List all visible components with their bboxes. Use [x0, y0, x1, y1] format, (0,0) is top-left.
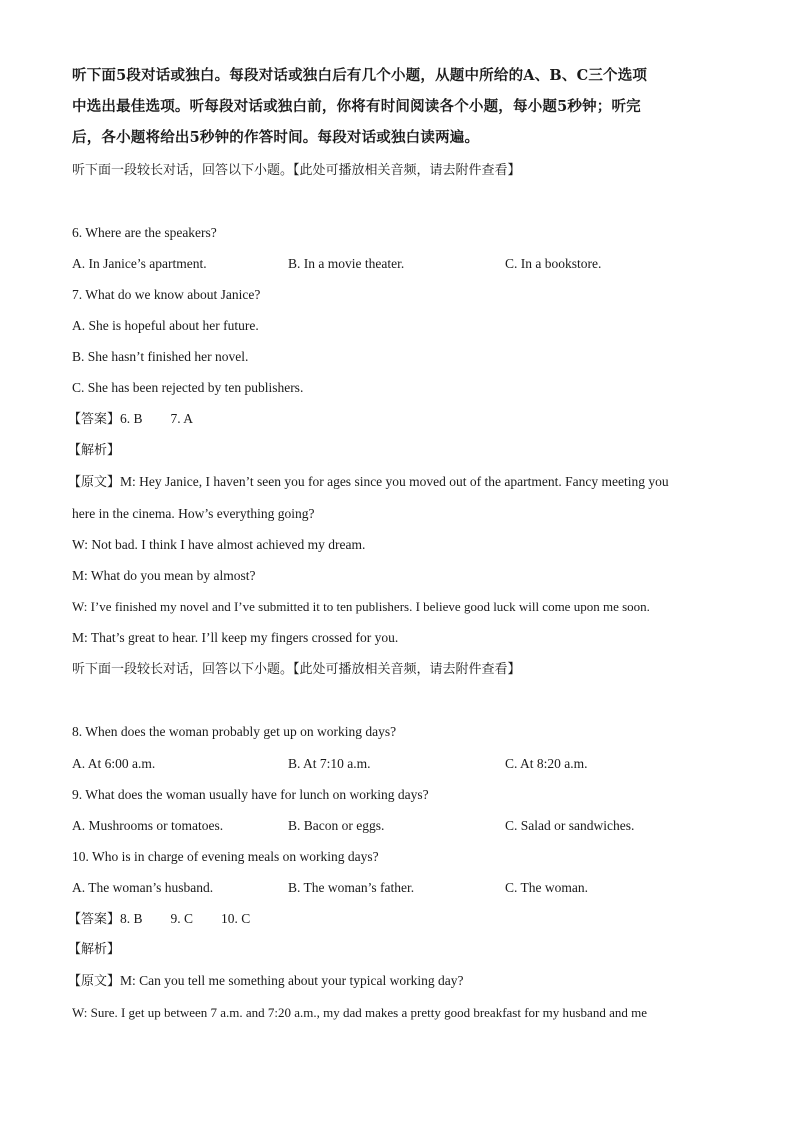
q6-option-b: B. In a movie theater.: [288, 256, 405, 271]
instructions-line-2: 中选出最佳选项。听每段对话或独白前，你将有时间阅读各个小题，每小题5秒钟；听完: [72, 98, 641, 115]
section1-prompt: 听下面一段较长对话，回答以下小题。【此处可播放相关音频，请去附件查看】: [72, 163, 521, 178]
instructions-line-3: 后，各小题将给出5秒钟的作答时间。每段对话或独白读两遍。: [72, 129, 480, 146]
q8-option-c: C. At 8:20 a.m.: [505, 756, 588, 771]
section1-answer: [68, 411, 193, 428]
q7-option-a: A. She is hopeful about her future.: [72, 318, 259, 333]
answer-q7: 7. A: [170, 411, 194, 426]
section1-transcript-line-6: M: That’s great to hear. I’ll keep my fingers crossed for you.: [72, 630, 399, 645]
section1-transcript-line-1: [68, 474, 669, 491]
q7-question: 7. What do we know about Janice?: [72, 287, 261, 302]
answer-q10: 10. C: [221, 911, 251, 926]
answer-tag: 【答案】: [68, 412, 121, 427]
answer-q9: 9. C: [170, 911, 194, 926]
q8-question: 8. When does the woman probably get up on working days?: [72, 724, 397, 739]
q10-question: 10. Who is in charge of evening meals on working days?: [72, 849, 379, 864]
q10-option-a: A. The woman’s husband.: [72, 880, 214, 895]
section2-answer: [68, 911, 250, 928]
q10-option-b: B. The woman’s father.: [288, 880, 415, 895]
q6-option-c: C. In a bookstore.: [505, 256, 602, 271]
original-tag: 【原文】: [68, 475, 121, 490]
section2-transcript-line-1: [68, 973, 463, 990]
section1-transcript-line-2: here in the cinema. How’s everything going?: [72, 506, 315, 521]
original-tag: 【原文】: [68, 974, 121, 989]
section1-transcript-line-4: M: What do you mean by almost?: [72, 568, 256, 583]
q9-option-b: B. Bacon or eggs.: [288, 818, 385, 833]
transcript-text: M: Hey Janice, I haven’t seen you for ages since you moved out of the apartment. Fancy meeting you: [120, 474, 669, 489]
q10-option-c: C. The woman.: [505, 880, 588, 895]
q8-option-a: A. At 6:00 a.m.: [72, 756, 156, 771]
section2-transcript-line-2: W: Sure. I get up between 7 a.m. and 7:20 a.m., my dad makes a pretty good breakfast for my husband and me: [72, 1005, 647, 1020]
answer-q6: 6. B: [120, 411, 143, 426]
section1-analysis-tag: 【解析】: [68, 443, 121, 458]
section2-prompt: 听下面一段较长对话，回答以下小题。【此处可播放相关音频，请去附件查看】: [72, 662, 521, 677]
section2-analysis-tag: 【解析】: [68, 942, 121, 957]
section1-transcript-line-5: W: I’ve finished my novel and I’ve submitted it to ten publishers. I believe good luck will come upon me soon.: [72, 599, 650, 614]
q9-option-a: A. Mushrooms or tomatoes.: [72, 818, 224, 833]
answer-tag: 【答案】: [68, 912, 121, 927]
q6-option-a: A. In Janice’s apartment.: [72, 256, 207, 271]
instructions-line-1: 听下面5段对话或独白。每段对话或独白后有几个小题，从题中所给的A、B、C三个选项: [72, 67, 648, 84]
answer-q8: 8. B: [120, 911, 143, 926]
section1-transcript-line-3: W: Not bad. I think I have almost achieved my dream.: [72, 537, 366, 552]
q7-option-b: B. She hasn’t finished her novel.: [72, 349, 249, 364]
q6-question: 6. Where are the speakers?: [72, 225, 217, 240]
q8-option-b: B. At 7:10 a.m.: [288, 756, 371, 771]
q9-option-c: C. Salad or sandwiches.: [505, 818, 635, 833]
transcript-text: M: Can you tell me something about your typical working day?: [120, 973, 464, 988]
q9-question: 9. What does the woman usually have for lunch on working days?: [72, 787, 429, 802]
q7-option-c: C. She has been rejected by ten publishers.: [72, 380, 304, 395]
